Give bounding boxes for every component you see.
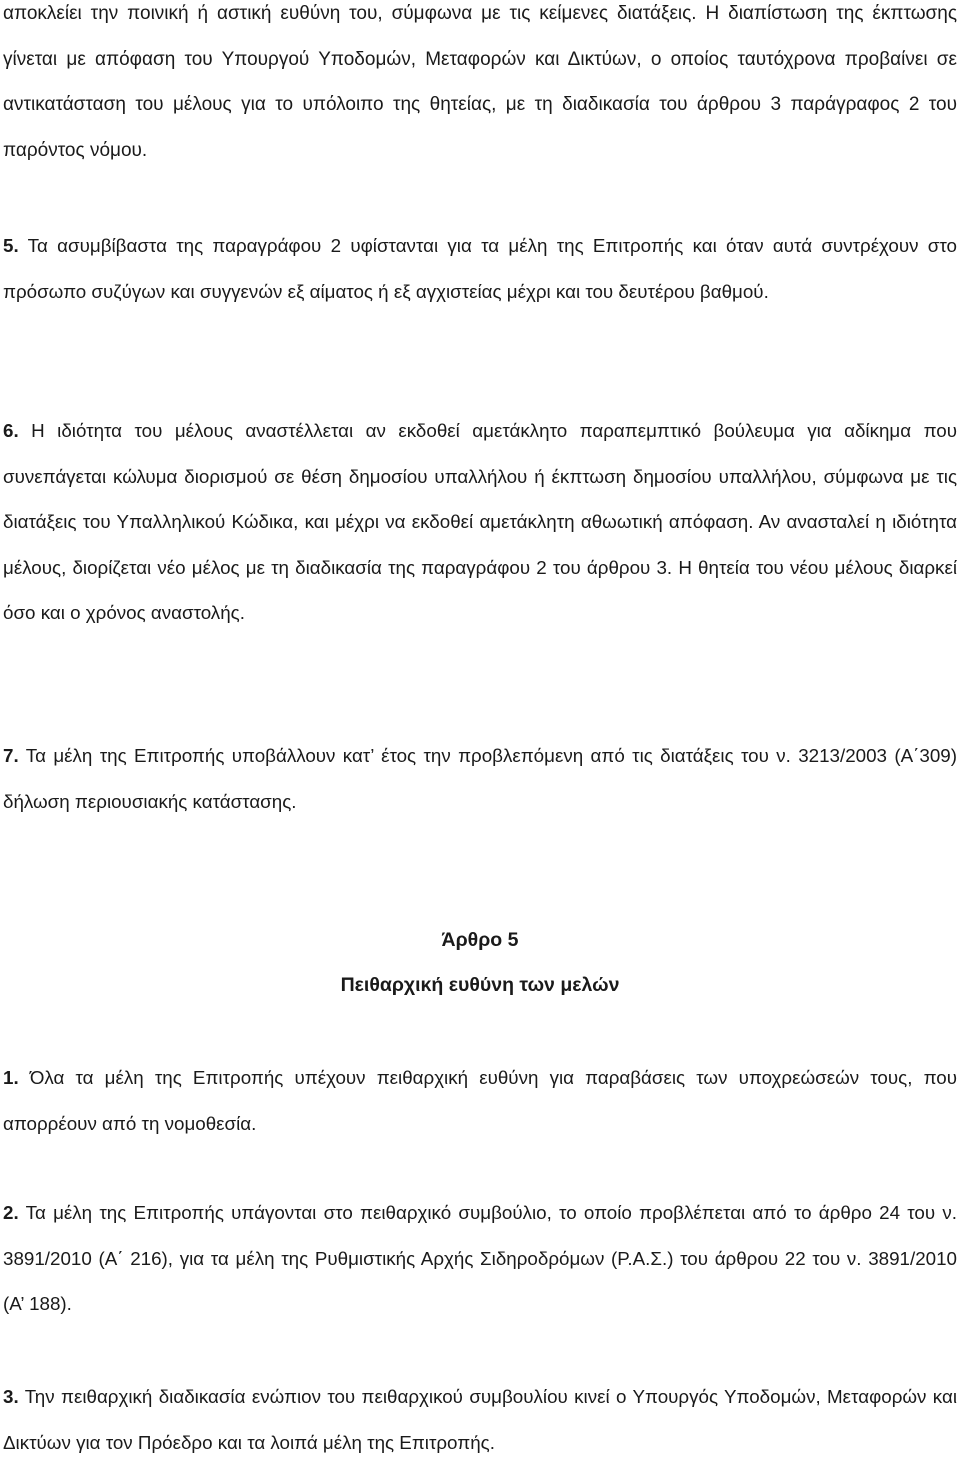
article-title-heading: Πειθαρχική ευθύνη των μελών [340,974,620,996]
article-paragraph-3 [3,1374,957,1465]
paragraph-number: 6. [3,420,19,441]
article-number-heading: Άρθρο 5 [441,929,519,951]
paragraph-text: Τα ασυμβίβαστα της παραγράφου 2 υφίστανται για τα μέλη της Επιτροπής και όταν αυτά συντρέχουν στο πρόσωπο συζύγων και συγγενών εξ αίματος ή εξ αγχιστείας μέχρι και του δευτέρου βαθμού. [3,235,957,302]
intro-paragraph [3,0,957,173]
paragraph-number: 5. [3,235,19,256]
article-paragraph-2 [3,1190,957,1327]
intro-text: αποκλείει την ποινική ή αστική ευθύνη του, σύμφωνα με τις κείμενες διατάξεις. Η διαπίστωση της έκπτωσης γίνεται με απόφαση του Υπουργού Υποδομών, Μεταφορών και Δικτύων, ο οποίος ταυτόχρονα προβαίνει σε αντικατάσταση του μέλους για το υπόλοιπο της θητείας, με τη διαδικασία του άρθρου 3 παράγραφος 2 του παρόντος νόμου. [3,3,957,161]
paragraph-text: Η ιδιότητα του μέλους αναστέλλεται αν εκδοθεί αμετάκλητο παραπεμπτικό βούλευμα για αδίκημα που συνεπάγεται κώλυμα διορισμού σε θέση δημοσίου υπαλλήλου ή έκπτωση δημοσίου υπαλλήλου, σύμφωνα με τις διατάξεις του Υπαλληλικού Κώδικα, και μέχρι να εκδοθεί αμετάκλητη αθωωτική απόφαση. Αν ανασταλεί η ιδιότητα μέλους, διορίζεται νέο μέλος με τη διαδικασία της παραγράφου 2 του άρθρου 3. Η θητεία του νέου μέλους διαρκεί όσο και ο χρόνος αναστολής. [3,420,957,623]
paragraph-number: 7. [3,745,19,766]
paragraph-number: 2. [3,1202,19,1223]
paragraph-text: Την πειθαρχική διαδικασία ενώπιον του πειθαρχικού συμβουλίου κινεί ο Υπουργός Υποδομών, Μεταφορών και Δικτύων για τον Πρόεδρο και τα λοιπά μέλη της Επιτροπής. [3,1386,957,1453]
article-paragraph-1 [3,1055,957,1146]
paragraph-6 [3,408,957,636]
paragraph-text: Τα μέλη της Επιτροπής υποβάλλουν κατ’ έτος την προβλεπόμενη από τις διατάξεις του ν. 3213/2003 (Α΄309) δήλωση περιουσιακής κατάστασης. [3,745,957,812]
paragraph-7 [3,733,957,824]
paragraph-text: Όλα τα μέλη της Επιτροπής υπέχουν πειθαρχική ευθύνη για παραβάσεις των υποχρεώσεών τους, που απορρέουν από τη νομοθεσία. [3,1067,957,1134]
paragraph-number: 3. [3,1386,19,1407]
paragraph-5 [3,223,957,314]
paragraph-number: 1. [3,1067,19,1088]
paragraph-text: Τα μέλη της Επιτροπής υπάγονται στο πειθαρχικό συμβούλιο, το οποίο προβλέπεται από το άρθρο 24 του ν. 3891/2010 (Α΄ 216), για τα μέλη της Ρυθμιστικής Αρχής Σιδηροδρόμων (Ρ.Α.Σ.) του άρθρου 22 του ν. 3891/2010 (Α’ 188). [3,1202,957,1314]
